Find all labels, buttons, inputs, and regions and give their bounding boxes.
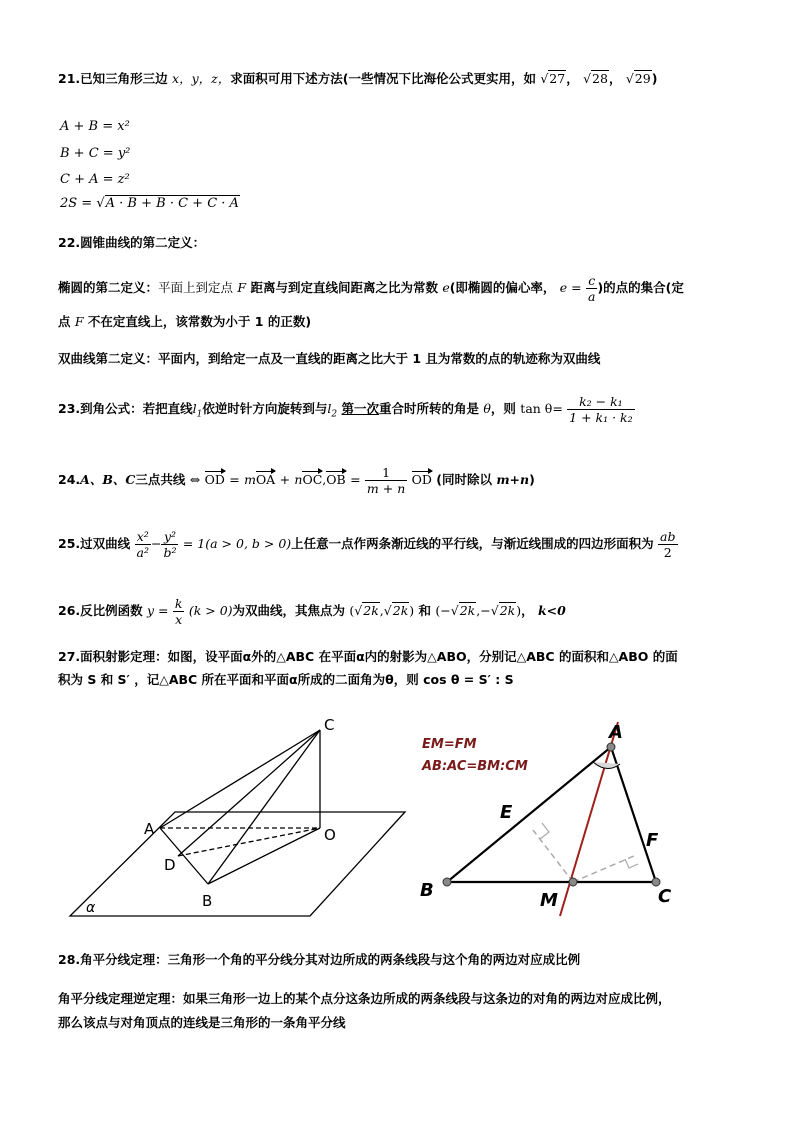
- s21-vars: x，y，z，: [172, 71, 231, 86]
- label-D: D: [164, 856, 176, 874]
- s22-ellipse-line2: 点 F 不在定直线上，该常数为小于 1 的正数): [58, 314, 312, 329]
- plane-alpha: [70, 812, 405, 916]
- s21-text-b: 求面积可用下述方法(一些情况下比海伦公式更实用，如: [230, 71, 536, 86]
- one-over-m-plus-n: $\frac{1}{m + n}$: [366, 465, 406, 496]
- segment-CA: [160, 730, 320, 828]
- angle-bisector-figure: [412, 716, 692, 922]
- s21-heading: 21.已知三角形三边 x，y，z，求面积可用下述方法(一些情况下比海伦公式更实用，如 √27， √28， √29): [58, 71, 658, 86]
- s21-number: 21.: [58, 71, 81, 86]
- label-alpha: α: [86, 900, 96, 916]
- segment-DO-dashed: [178, 828, 320, 856]
- projection-figure: [60, 712, 420, 922]
- label-E: E: [500, 802, 513, 823]
- s23-line: 23.到角公式：若把直线$l_1$依逆时针方向旋转到与$l_2$ 第一次重合时所转的角是 θ，则 tan θ= $\frac{\text{k₂ − k₁}}{\text{1 + k₁ · k₂}}$: [58, 394, 633, 425]
- c-over-a-fraction: $\frac{c}{a}$: [588, 273, 596, 304]
- s28-inverse-line1: 角平分线定理逆定理：如果三角形一边上的某个点分这条边所成的两条线段与这条边的对角的两边对应成比例，: [58, 991, 671, 1006]
- label-F: F: [646, 830, 659, 851]
- label-A: A: [144, 820, 155, 838]
- tan-fraction: $\frac{\text{k₂ − k₁}}{\text{1 + k₁ · k₂}}$: [569, 394, 633, 425]
- eq-ratio: AB:AC=BM:CM: [422, 759, 528, 774]
- s26-line: 26.反比例函数 y = $\frac{k}{x}$ (k > 0)为双曲线，其焦点为 (√2k,√2k) 和 (−√2k,−√2k)， k<0: [58, 596, 566, 627]
- sqrt-27: √27: [540, 71, 566, 86]
- segment-BO: [208, 828, 320, 884]
- s21-text-a: 已知三角形三边: [80, 71, 168, 86]
- label-O: O: [324, 826, 336, 844]
- s22-ellipse-line1: 椭圆的第二定义：平面上到定点 F 距离与到定直线间距离之比为常数 e(即椭圆的偏心率， e = $\frac{c}{a}$ )的点的集合(定: [58, 273, 684, 304]
- s28-inverse-line2: 那么该点与对角顶点的连线是三角形的一条角平分线: [58, 1015, 346, 1030]
- first-time-underlined: 第一次: [341, 401, 380, 416]
- s25-line: 25.过双曲线 $\frac{\text{x²}}{\text{a²}}$ − $\frac{\text{y²}}{\text{b²}}$ = 1(a > 0, b > 0)上任意一点作两条渐近线的平行线，与渐近线围成的四边形面积为 $\frac{ab}{2}$: [58, 529, 676, 560]
- s28-line: 28.角平分线定理：三角形一个角的平分线分其对边所成的两条线段与这个角的两边对应成比例: [58, 952, 581, 967]
- sqrt-29: √29: [625, 71, 651, 86]
- s27-line1: 27.面积射影定理：如图，设平面α外的△ABC 在平面α内的射影为△ABO，分别记△ABC 的面积和△ABO 的面: [58, 649, 678, 664]
- s24-line: 24.A、B、C三点共线 ⇔ OD = mOA + nOC,OB = $\frac{1}{m + n}$ OD (同时除以 m+n): [58, 465, 535, 496]
- s27-line2: 积为 S 和 S′ ，记△ABC 所在平面和平面α所成的二面角为θ，则 cos θ = S′ : S: [58, 672, 514, 687]
- label-B: B: [202, 892, 213, 910]
- label-C2: C: [658, 886, 672, 907]
- s22-title: 22.圆锥曲线的第二定义：: [58, 235, 206, 250]
- s22-hyperbola: 双曲线第二定义：平面内，到给定一点及一直线的距离之比大于 1 且为常数的点的轨迹称为双曲线: [58, 351, 601, 366]
- label-C: C: [324, 716, 335, 734]
- perp-ME: [533, 830, 573, 882]
- label-B2: B: [420, 880, 434, 901]
- label-A2: A: [609, 722, 623, 743]
- s21-eq4: 2S = √A · B + B · C + C · A: [60, 196, 239, 211]
- segment-CD: [178, 730, 320, 856]
- s21-eq3: C + A = z²: [60, 172, 130, 187]
- segment-CB: [208, 730, 320, 884]
- ab-over-2: $\frac{ab}{2}$: [660, 529, 676, 560]
- s21-eq1: A + B = x²: [60, 119, 130, 134]
- label-M: M: [540, 890, 558, 911]
- s21-eq2: B + C = y²: [60, 146, 131, 161]
- eq-em-fm: EM=FM: [422, 737, 477, 752]
- sqrt-28: √28: [583, 71, 608, 86]
